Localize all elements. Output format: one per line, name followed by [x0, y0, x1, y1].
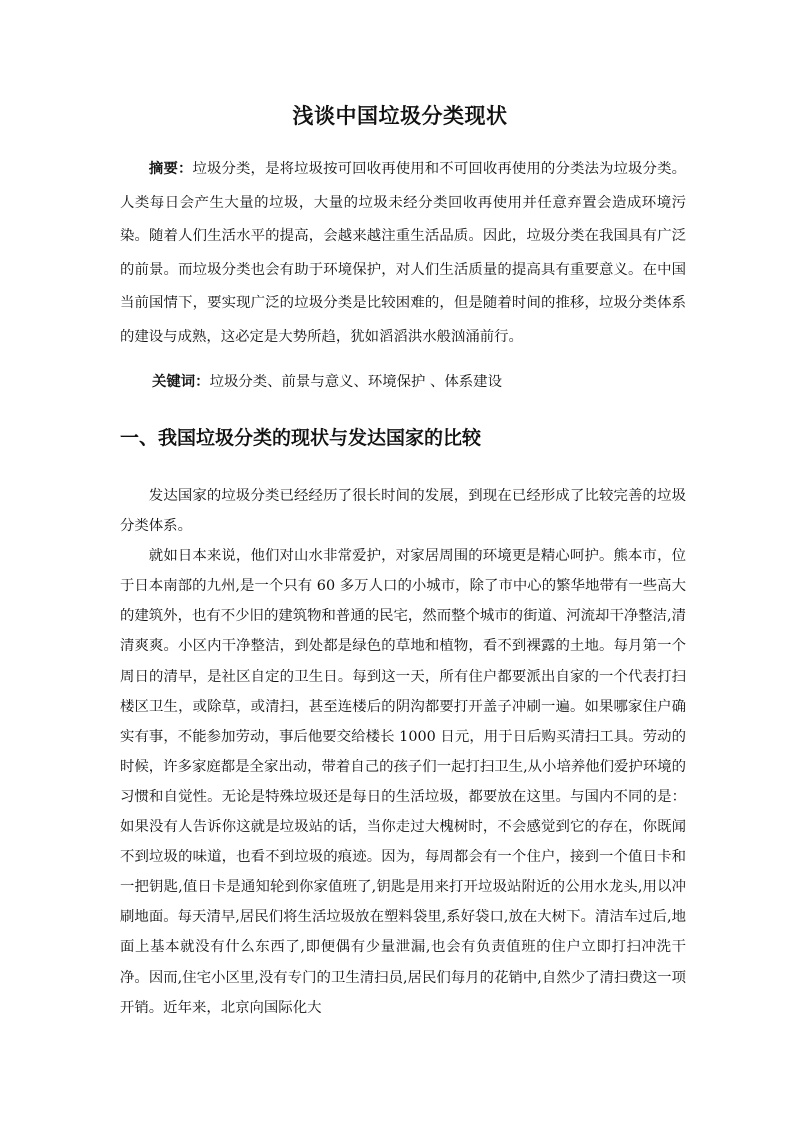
section-heading: 一、我国垃圾分类的现状与发达国家的比较: [120, 427, 482, 449]
abstract-paragraph: [120, 152, 686, 354]
body-paragraph-1: 发达国家的垃圾分类已经经历了很长时间的发展，到现在已经形成了比较完善的垃圾分类体系。: [120, 488, 686, 535]
keywords-text: 垃圾分类、前景与意义、环境保护 、体系建设: [209, 374, 502, 390]
document-title: 浅谈中国垃圾分类现状: [292, 103, 508, 128]
keywords-line: [152, 368, 672, 396]
abstract-block: [120, 152, 686, 354]
body-paragraph-2: 就如日本来说，他们对山水非常爱护，对家居周围的环境更是精心呵护。熊本市，位于日本南部的九州,是一个只有 60 多万人口的小城市，除了市中心的繁华地带有一些高大的建筑外，也有不少旧的建筑物和普通的民宅，然而整个城市的街道、河流却干净整洁,清清爽爽。小区内干净整洁，到处都是绿色的草地和植物，看不到裸露的土地。每月第一个周日的清早，是社区自定的卫生日。每到这一天，所有住户都要派出自家的一个代表打扫楼区卫生，或除草，或清扫，甚至连楼后的阴沟都要打开盖子冲刷一遍。如果哪家住户确实有事，不能参加劳动，事后他要交给楼长 1000 日元，用于日后购买清扫工具。劳动的时候，许多家庭都是全家出动，带着自己的孩子们一起打扫卫生,从小培养他们爱护环境的习惯和自觉性。无论是特殊垃圾还是每日的生活垃圾，都要放在这里。与国内不同的是：如果没有人告诉你这就是垃圾站的话，当你走过大槐树时，不会感觉到它的存在，你既闻不到垃圾的味道，也看不到垃圾的痕迹。因为，每周都会有一个住户，接到一个值日卡和一把钥匙,值日卡是通知轮到你家值班了,钥匙是用来打开垃圾站附近的公用水龙头,用以冲刷地面。每天清早,居民们将生活垃圾放在塑料袋里,系好袋口,放在大树下。清洁车过后,地面上基本就没有什么东西了,即便偶有少量泄漏,也会有负责值班的住户立即打扫冲洗干净。因而,住宅小区里,没有专门的卫生清扫员,居民们每月的花销中,自然少了清扫费这一项开销。近年来，北京向国际化大: [120, 548, 686, 1016]
keywords-label: 关键词：: [152, 373, 210, 390]
section-body: [120, 481, 686, 1023]
abstract-label: 摘要：: [148, 160, 193, 177]
abstract-text: 垃圾分类，是将垃圾按可回收再使用和不可回收再使用的分类法为垃圾分类。人类每日会产生大量的垃圾，大量的垃圾未经分类回收再使用并任意弃置会造成环境污染。随着人们生活水平的提高，会越来越注重生活品质。因此，垃圾分类在我国具有广泛的前景。而垃圾分类也会有助于环境保护，对人们生活质量的提高具有重要意义。在中国当前国情下，要实现广泛的垃圾分类是比较困难的，但是随着时间的推移，垃圾分类体系的建设与成熟，这必定是大势所趋，犹如滔滔洪水般汹涌前行。: [120, 161, 686, 345]
